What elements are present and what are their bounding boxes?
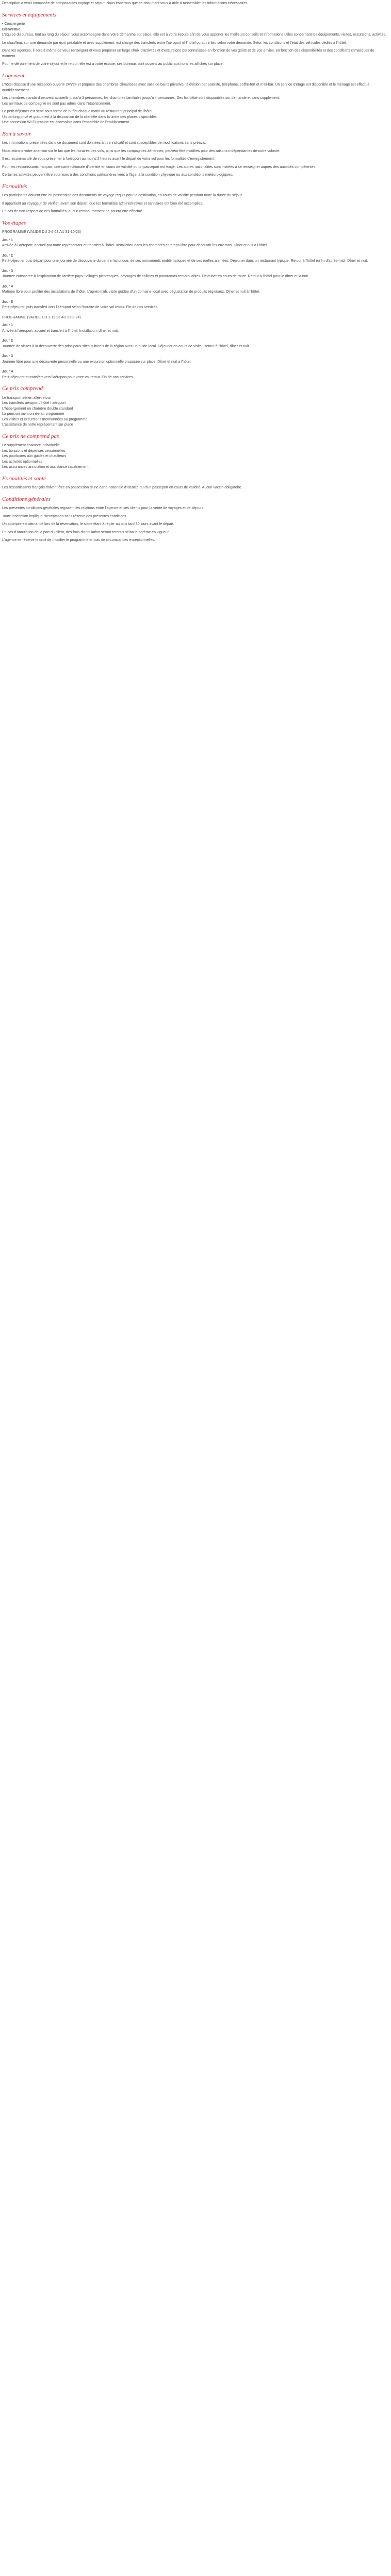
paragraph: • Conciergerie xyxy=(2,22,25,26)
day-text: Petit-déjeuner, puis transfert vers l'aéroport selon l'horaire de votre vol retour. Fin de nos services. xyxy=(2,306,159,309)
list-item: Les transferts aéroport / hôtel / aéroport xyxy=(2,401,66,405)
paragraph: L'équipe du bureau, tout au long du séjour, vous accompagne dans votre démarche sur place, elle est à votre écoute afin de vous apporter les meilleurs conseils et informations utiles concernant les équipements, visites, excursions, activités. xyxy=(2,33,386,37)
paragraph: Il est recommandé de vous présenter à l'aéroport au moins 2 heures avant le départ de votre vol pour les formalités d'enregistrement. xyxy=(2,157,216,161)
section-services xyxy=(2,11,389,67)
section-excluded xyxy=(2,432,389,470)
section-formalites xyxy=(2,182,389,215)
day-head: Jour 4 xyxy=(2,370,13,374)
day-head: Jour 4 xyxy=(2,284,13,289)
paragraph: Nous attirons votre attention sur le fait que les horaires des vols, ainsi que les compagnies aériennes, peuvent être modifiés pour des raisons indépendantes de notre volonté. xyxy=(2,149,280,153)
day-head: Jour 5 xyxy=(2,300,13,304)
paragraph: Le petit-déjeuner est servi sous forme de buffet chaque matin au restaurant principal de l'hôtel. xyxy=(2,110,154,113)
list-item: Les pourboires aux guides et chauffeurs xyxy=(2,454,67,458)
paragraph: En cas d'annulation de la part du client, des frais d'annulation seront retenus selon le barème en vigueur. xyxy=(2,530,170,534)
program-title: PROGRAMME (VALIDE DU 1-11-23 AU 31-3-24) xyxy=(2,315,81,319)
list-item: Les boissons et dépenses personnelles xyxy=(2,449,66,453)
paragraph: Pour les ressortissants français, une carte nationale d'identité en cours de validité ou un passeport est exigé. Les autres nationalités sont invitées à se renseigner auprès des autorités compétentes. xyxy=(2,165,317,169)
day-head: Jour 3 xyxy=(2,354,13,358)
day-text: Arrivée à l'aéroport, accueil et transfert à l'hôtel. Installation, dîner et nuit. xyxy=(2,329,119,333)
paragraph: Toute inscription implique l'acceptation sans réserve des présentes conditions. xyxy=(2,514,127,518)
section-title: Ce prix ne comprend pas xyxy=(2,433,59,439)
section-title: Services et équipements xyxy=(2,11,57,18)
day-text: Arrivée à l'aéroport, accueil par notre représentant et transfert à l'hôtel. Installation dans les chambres et temps libre pour découvrir les environs. Dîner et nuit à l'hôtel. xyxy=(2,244,268,247)
section-title: Conditions générales xyxy=(2,496,51,502)
paragraph: Les présentes conditions générales régissent les relations entre l'agence et ses clients pour la vente de voyages et de séjours. xyxy=(2,506,205,510)
paragraph: Bienvenue xyxy=(2,27,21,31)
section-footer-formalites xyxy=(2,474,389,491)
paragraph: Les participants doivent être en possession des documents de voyage requis pour la destination, en cours de validité pendant toute la durée du séjour. xyxy=(2,194,243,197)
list-item: Les visites et excursions mentionnées au programme xyxy=(2,417,88,421)
section-title: Vos étapes xyxy=(2,219,26,226)
paragraph: Les animaux de compagnie ne sont pas admis dans l'établissement. xyxy=(2,101,111,106)
paragraph: En cas de non-respect de ces formalités, aucun remboursement ne pourra être effectué. xyxy=(2,210,143,213)
section-title: Bon à savoir xyxy=(2,130,31,137)
section-title: Logement xyxy=(2,72,25,79)
list-item: L'hébergement en chambre double standard xyxy=(2,406,73,411)
list-item: Le supplément chambre individuelle xyxy=(2,444,60,447)
paragraph: Un parking privé et gratuit est à la disposition de la clientèle dans la limite des places disponibles. xyxy=(2,115,158,119)
section-programme xyxy=(2,219,389,381)
program-block xyxy=(2,315,389,381)
section-title: Formalités et santé xyxy=(2,475,46,482)
day-text: Journée consacrée à l'exploration de l'arrière-pays : villages pittoresques, paysages de collines et panoramas remarquables. Déjeuner en cours de route. Retour à l'hôtel pour le dîner et la nuit. xyxy=(2,275,309,278)
day-head: Jour 3 xyxy=(2,269,13,273)
paragraph: Les ressortissants français doivent être en possession d'une carte nationale d'identité ou d'un passeport en cours de validité. Aucun vaccin obligatoire. xyxy=(2,486,242,489)
day-text: Matinée libre pour profiter des installations de l'hôtel. L'après-midi, visite guidée d'un domaine local avec dégustation de produits régionaux. Dîner et nuit à l'hôtel. xyxy=(2,290,260,294)
day-text: Petit-déjeuner et transfert vers l'aéroport pour votre vol retour. Fin de nos services. xyxy=(2,375,134,379)
list-item: L'assistance de notre représentant sur place xyxy=(2,423,73,427)
paragraph: Pour le déroulement de votre séjour et le retour, elle est à votre écoute, ses bureaux sont ouverts au public aux horaires affichés sur place. xyxy=(2,62,224,66)
day-text: Journée libre pour une découverte personnelle ou une excursion optionnelle proposée sur place. Dîner et nuit à l'hôtel. xyxy=(2,360,192,364)
paragraph: Certaines activités peuvent être soumises à des conditions particulières liées à l'âge, à la condition physique ou aux conditions météorologiques. xyxy=(2,173,233,177)
list-item: Le transport aérien aller-retour xyxy=(2,396,51,400)
paragraph: Un acompte est demandé lors de la réservation, le solde étant à régler au plus tard 30 jours avant le départ. xyxy=(2,522,174,526)
list-item: Les activités optionnelles xyxy=(2,460,42,464)
list-item: Les assurances annulation et assistance rapatriement xyxy=(2,465,89,469)
intro-text: Description à venir composée de composantes voyage et séjour. Nous espérons que ce document vous a aidé à rassembler les informations nécessaires. xyxy=(2,2,249,5)
section-terms xyxy=(2,495,389,544)
paragraph: Dans les agences, il sera à même de vous renseigner et vous proposer un large choix d'activités et d'excursions personnalisées en fonction de vos goûts et de vos envies, en fonction des disponibilités et des conditions climatiques du moment. xyxy=(2,49,374,58)
paragraph: L'hôtel dispose d'une réception ouverte 24h/24 et propose des chambres climatisées avec salle de bains privative, télévision par satellite, téléphone, coffre-fort et mini-bar. Un service d'étage est disponible et le ménage est effectué quotidiennement. xyxy=(2,83,370,92)
section-title: Formalités xyxy=(2,183,27,190)
paragraph: L'agence se réserve le droit de modifier le programme en cas de circonstances exceptionnelles. xyxy=(2,538,155,542)
paragraph: Les chambres standard peuvent accueillir jusqu'à 3 personnes, les chambres familiales jusqu'à 4 personnes. Des lits bébé sont disponibles sur demande et sans supplément. xyxy=(2,96,280,100)
paragraph: Le chauffeur, sur une demande par écrit préalable et avec supplément, est chargé des transferts entre l'aéroport et l'hôtel ou autre lieu selon votre demande. Selon les conditions et l'état des véhicules dédiés à l'hôtel. xyxy=(2,41,347,45)
section-included xyxy=(2,384,389,428)
program-title: PROGRAMME (VALIDE DU 2-6-23 AU 31-10-23) xyxy=(2,230,82,234)
day-head: Jour 1 xyxy=(2,238,13,242)
day-text: Journée de visites à la découverte des principaux sites culturels de la région avec un guide local. Déjeuner en cours de visite. Retour à l'hôtel, dîner et nuit. xyxy=(2,344,250,348)
day-head: Jour 2 xyxy=(2,339,13,343)
paragraph: Il appartient au voyageur de vérifier, avant son départ, que les formalités administratives et sanitaires ont bien été accomplies. xyxy=(2,201,203,206)
section-bon-a-savoir xyxy=(2,130,389,178)
day-head: Jour 1 xyxy=(2,324,13,327)
day-head: Jour 2 xyxy=(2,253,13,258)
list-item: La pension mentionnée au programme xyxy=(2,412,64,416)
paragraph: Une connexion Wi-Fi gratuite est accessible dans l'ensemble de l'établissement. xyxy=(2,121,131,124)
section-title: Ce prix comprend xyxy=(2,385,43,392)
section-logement xyxy=(2,72,389,126)
paragraph: Les informations présentées dans ce document sont données à titre indicatif et sont susceptibles de modifications sans préavis. xyxy=(2,141,206,145)
program-block xyxy=(2,230,389,311)
day-text: Petit-déjeuner puis départ pour une journée de découverte du centre historique, de ses monuments emblématiques et de ses ruelles animées. Déjeuner dans un restaurant typique. Retour à l'hôtel en fin d'après-midi. Dîner et nuit. xyxy=(2,259,368,263)
